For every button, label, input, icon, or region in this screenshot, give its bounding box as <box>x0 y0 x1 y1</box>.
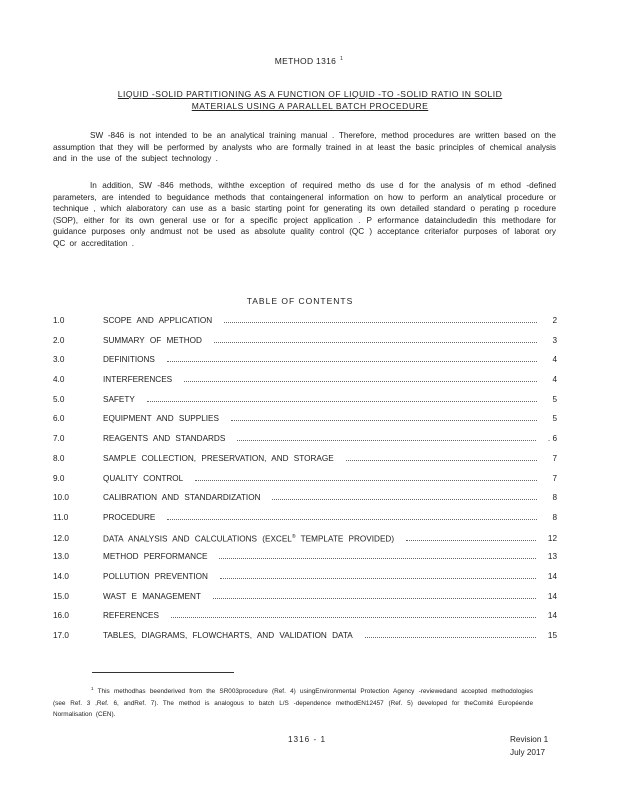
toc-leader <box>167 353 537 362</box>
toc-number: 12.0 <box>53 534 69 544</box>
toc-leader <box>184 373 537 382</box>
toc-label-part-2: TEMPLATE PROVIDED) <box>300 534 395 544</box>
toc-label: INTERFERENCES <box>103 375 173 385</box>
toc-number: 1.0 <box>53 316 65 325</box>
toc-entry <box>53 531 557 551</box>
toc-number: 3.0 <box>53 355 65 365</box>
toc-entry <box>53 432 557 452</box>
toc-label: REAGENTS AND STANDARDS <box>103 434 226 444</box>
toc-leader <box>231 412 537 421</box>
document-title-line-2: MATERIALS USING A PARALLEL BATCH PROCEDURE <box>191 101 429 111</box>
toc-entry <box>53 393 557 413</box>
table-of-contents <box>53 314 557 649</box>
toc-entry <box>53 570 557 590</box>
toc-number: 5.0 <box>53 394 65 404</box>
toc-label: PROCEDURE <box>103 512 156 522</box>
toc-entry <box>53 452 557 472</box>
toc-page: 14 <box>547 611 557 621</box>
toc-leader <box>220 570 536 579</box>
toc-page: 4 <box>552 355 557 365</box>
toc-number: 15.0 <box>53 591 69 601</box>
toc-label: SAMPLE COLLECTION, PRESERVATION, AND STORAGE <box>103 453 334 463</box>
toc-number: 11.0 <box>53 512 69 522</box>
toc-entry <box>53 491 557 511</box>
toc-number: 8.0 <box>53 453 65 463</box>
toc-page: . 6 <box>547 434 557 444</box>
toc-page: 14 <box>547 571 557 581</box>
revision-date: July 2017 <box>510 748 546 757</box>
toc-entry <box>53 511 557 531</box>
toc-label-part-1: DATA ANALYSIS AND CALCULATIONS (EXCEL <box>103 534 292 544</box>
toc-page: 3 <box>552 335 557 345</box>
toc-leader <box>147 393 537 402</box>
toc-label: SUMMARY OF METHOD <box>103 335 202 345</box>
footnote-text: This methodhas beenderived from the SR003procedure (Ref. 4) usingEnvironmental Protection Agency -reviewedand accepted methodologies (see Ref. 3 ,Ref. 6, andRef. 7). The method is analogous to batch L/S -dependence methodEN12457 (Ref. 5) developed for theComité Européende Normalisation (CEN). <box>53 688 533 719</box>
toc-label <box>103 531 394 546</box>
toc-number: 9.0 <box>53 473 65 483</box>
toc-number: 13.0 <box>53 552 69 562</box>
registered-mark: ® <box>291 533 296 540</box>
toc-leader <box>406 532 536 541</box>
toc-entry <box>53 334 557 354</box>
intro-paragraph: SW -846 is not intended to be an analytical training manual . Therefore, method procedures are written based on the assumption that they will be performed by analysts who are formally trained in at least the basic principles of chemical analysis and in the use of the subject technology . <box>53 131 556 163</box>
toc-entry <box>53 353 557 373</box>
page-number: 1316 - 1 <box>288 735 327 744</box>
method-header <box>0 56 618 66</box>
toc-number: 17.0 <box>53 631 69 640</box>
toc-number: 4.0 <box>53 375 65 385</box>
toc-leader <box>195 472 537 481</box>
footnote-mark: 1 <box>91 686 94 691</box>
toc-entry <box>53 314 557 334</box>
toc-page: 4 <box>552 375 557 385</box>
footnote <box>53 683 533 721</box>
toc-page: 13 <box>547 552 557 562</box>
toc-entry <box>53 472 557 492</box>
toc-number: 16.0 <box>53 611 69 621</box>
toc-label: WAST E MANAGEMENT <box>103 591 201 601</box>
toc-label: CALIBRATION AND STANDARDIZATION <box>103 493 261 503</box>
toc-label: REFERENCES <box>103 611 159 621</box>
toc-page: 2 <box>552 316 557 325</box>
toc-leader <box>346 452 537 461</box>
toc-number: 2.0 <box>53 335 65 345</box>
toc-entry <box>53 609 557 629</box>
toc-entry <box>53 629 557 649</box>
toc-leader <box>272 491 537 500</box>
toc-leader <box>365 629 536 638</box>
toc-label: TABLES, DIAGRAMS, FLOWCHARTS, AND VALIDATION DATA <box>103 631 353 640</box>
toc-label: SAFETY <box>103 394 135 404</box>
toc-page: 7 <box>552 473 557 483</box>
toc-entry <box>53 590 557 610</box>
document-title-line-1: LIQUID -SOLID PARTITIONING AS A FUNCTION OF LIQUID -TO -SOLID RATIO IN SOLID <box>117 89 503 99</box>
toc-leader <box>219 550 535 559</box>
toc-page: 7 <box>552 453 557 463</box>
toc-heading: TABLE OF CONTENTS <box>246 296 354 306</box>
toc-page: 8 <box>552 493 557 503</box>
toc-leader <box>167 511 537 520</box>
footnote-reference: 1 <box>340 56 344 62</box>
revision-label: Revision 1 <box>510 735 549 744</box>
toc-label: METHOD PERFORMANCE <box>103 552 208 562</box>
guidance-paragraph: In addition, SW -846 methods, withthe exception of required metho ds use d for the analysis of m ethod -defined parameters, are intended to beguidance methods that containgeneral information on how to perform an analytical procedure or technique , which alaboratory can use as a basic starting point for generating its own detailed standard o perating p rocedure (SOP), either for its own general use or for a specific project application . P erformance dataincludedin this methodare for guidance purposes only andmust not be used as absolute quality control (QC ) acceptance criteriafor purposes of laborat ory QC or accreditation . <box>53 181 556 248</box>
toc-leader <box>214 334 537 343</box>
toc-leader <box>237 432 536 441</box>
toc-number: 14.0 <box>53 571 69 581</box>
toc-page: 14 <box>547 591 557 601</box>
toc-page: 5 <box>552 394 557 404</box>
toc-number: 6.0 <box>53 414 65 424</box>
toc-entry <box>53 412 557 432</box>
toc-page: 8 <box>552 512 557 522</box>
footnote-divider <box>92 672 234 673</box>
toc-page: 15 <box>547 631 557 640</box>
toc-leader <box>213 590 536 599</box>
toc-number: 7.0 <box>53 434 65 444</box>
toc-number: 10.0 <box>53 493 69 503</box>
toc-entry <box>53 373 557 393</box>
toc-label: DEFINITIONS <box>103 355 155 365</box>
method-number: METHOD 1316 <box>274 56 337 66</box>
toc-label: POLLUTION PREVENTION <box>103 571 208 581</box>
toc-label: EQUIPMENT AND SUPPLIES <box>103 414 219 424</box>
toc-label: SCOPE AND APPLICATION <box>103 316 213 325</box>
toc-label: QUALITY CONTROL <box>103 473 184 483</box>
toc-leader <box>171 609 536 618</box>
toc-page: 5 <box>552 414 557 424</box>
toc-leader <box>224 314 537 323</box>
toc-page: 12 <box>547 534 557 544</box>
toc-entry <box>53 550 557 570</box>
